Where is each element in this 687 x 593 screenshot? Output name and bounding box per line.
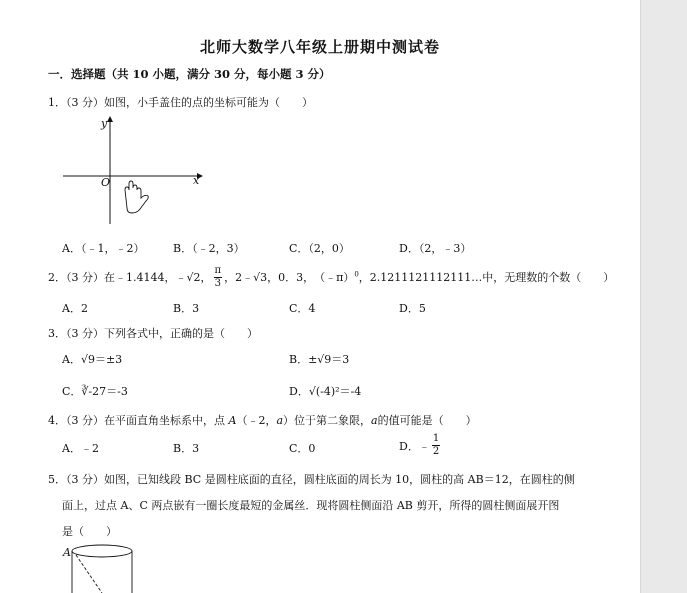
question-5-line-1: 5．（3 分）如图，已知线段 BC 是圆柱底面的直径，圆柱底面的周长为 10，圆柱的高 AB＝12，在圆柱的侧 <box>48 473 575 486</box>
q3-option-c: C．∛-27＝-3 <box>62 385 128 398</box>
section-heading: 一．选择题（共 10 小题，满分 30 分，每小题 3 分） <box>48 67 331 81</box>
cylinder-wire <box>76 555 102 593</box>
q2-repeating-decimal: 0．3 <box>278 271 304 284</box>
q4-option-d: D．﹣ $\frac{1}{2}$ <box>399 433 440 457</box>
q4-option-a: A．﹣2 <box>62 442 99 455</box>
question-5-line-3: 是（ ） <box>62 525 117 538</box>
q2-option-b: B．3 <box>173 302 200 315</box>
question-5-line-2: 面上，过点 A、C 两点嵌有一圈长度最短的金属丝．现将圆柱侧面沿 AB 剪开，所得的圆柱侧面展开图 <box>62 499 560 512</box>
q1-option-a: A．（﹣1，﹣2） <box>62 242 145 255</box>
q2-option-a: A．2 <box>62 302 88 315</box>
q4-fraction-one-half: $\frac{1}{2}$ <box>432 433 440 457</box>
q4-option-b: B．3 <box>173 442 200 455</box>
page-title: 北师大数学八年级上册期中测试卷 <box>199 38 440 56</box>
question-1-stem: 1．（3 分）如图，小手盖住的点的坐标可能为（ ） <box>48 96 313 109</box>
q2-two-minus-sqrt3: 2﹣√3 <box>235 271 268 284</box>
q2-option-c: C．4 <box>289 302 316 315</box>
hand-icon <box>125 181 148 213</box>
cylinder-figure <box>68 542 138 593</box>
q2-prefix: 2．（3 分）在﹣1.4144， <box>48 271 176 284</box>
origin-label: O <box>101 176 111 189</box>
y-axis-arrow <box>107 116 113 122</box>
q4-option-c: C．0 <box>289 442 316 455</box>
cylinder-top-ellipse <box>72 545 132 557</box>
q2-power: （﹣π）$^0$ <box>314 270 359 284</box>
q3-option-d: D．√(-4)²＝-4 <box>289 385 362 398</box>
x-axis-label: x <box>193 174 200 187</box>
q2-neg-sqrt2: ﹣√2 <box>175 271 201 284</box>
question-3-stem: 3．（3 分）下列各式中，正确的是（ ） <box>48 327 258 340</box>
q3-option-b: B．±√9＝3 <box>289 353 350 366</box>
question-4-stem: 4．（3 分）在平面直角坐标系中，点 A（﹣2，a）位于第二象限，a的值可能是（ ） <box>48 414 477 427</box>
q2-rest: ，2.1211121112111…中，无理数的个数（ ） <box>358 271 615 284</box>
question-2-stem: 2．（3 分）在﹣1.4144， ﹣√2 ， $\frac{\pi}{3}$ ， 2﹣√3 ， 0．3 ， （﹣π）$^0$ ，2.1211121112111…中，无理数的个数（ ） <box>48 264 615 289</box>
q2-option-d: D．5 <box>399 302 426 315</box>
viewer-side-panel <box>640 0 687 593</box>
q1-option-b: B．（﹣2，3） <box>173 242 245 255</box>
q3-option-a: A．√9＝±3 <box>62 353 123 366</box>
coordinate-figure <box>55 112 215 232</box>
q2-pi-over-3: $\frac{\pi}{3}$ <box>214 264 222 289</box>
y-axis-label: y <box>101 117 108 130</box>
q1-option-c: C．（2，0） <box>289 242 350 255</box>
cylinder-label-a: A <box>63 546 71 559</box>
q1-option-d: D．（2，﹣3） <box>399 242 472 255</box>
